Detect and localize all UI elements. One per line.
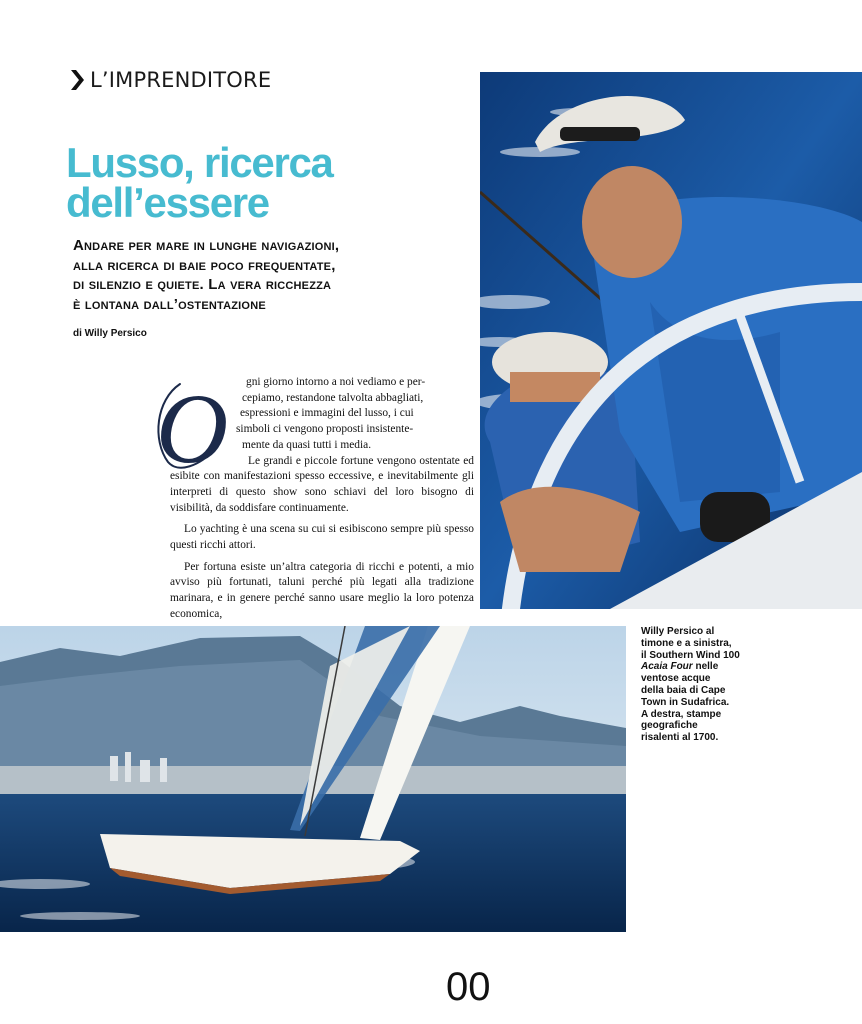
body-paragraph-2: Lo yachting è una scena su cui si esibiscono sempre più spesso questi ricchi attori. [170, 523, 474, 552]
chevron-right-icon [70, 69, 84, 91]
caption-line: il Southern Wind 100 [641, 649, 740, 661]
body-line: gni giorno intorno a noi vediamo e per- [246, 376, 426, 388]
caption-line: geografiche [641, 720, 698, 732]
caption-line: A destra, stampe [641, 708, 722, 720]
photo-sailboat-cape-town [0, 626, 626, 932]
drop-cap-letter: O [156, 378, 229, 470]
section-label: L’IMPRENDITORE [90, 68, 272, 92]
photo-helmsman [480, 72, 862, 609]
caption-line: della baia di Cape [641, 684, 726, 696]
body-line: espressioni e immagini del lusso, i cui [240, 407, 414, 420]
photo-caption [641, 626, 761, 744]
caption-line [641, 661, 761, 673]
caption-line: ventose acque [641, 673, 711, 685]
body-line: simboli ci vengono proposti insistente- [236, 423, 414, 436]
byline: di Willy Persico [73, 328, 147, 339]
subtitle-line-2: alla ricerca di baie poco frequentate, [73, 256, 336, 274]
caption-line: risalenti al 1700. [641, 732, 719, 744]
article-body [170, 375, 474, 623]
caption-line: Town in Sudafrica. [641, 696, 730, 708]
caption-boat-name: Acaia Four [641, 661, 693, 673]
article-title [66, 139, 333, 226]
subtitle-line-3: di silenzio e quiete. La vera ricchezza [73, 276, 332, 293]
body-paragraph-3: Per fortuna esiste un’altra categoria di ricchi e potenti, a mio avviso più fortunati, taluni perché più legati alla tradizione marinara, e in genere perché sanno usare meglio la loro potenza economica, [170, 560, 474, 620]
subtitle-line-4: è lontana dall’ostentazione [73, 295, 266, 313]
body-paragraph-1: Le grandi e piccole fortune vengono ostentate ed esibite con manifestazioni spesso eccessive, e inevitabilmente gli interpreti di questo show sono schiavi del loro bisogno di visibilità, da soddisfare continuamente. [170, 454, 474, 514]
caption-line: timone e a sinistra, [641, 637, 732, 649]
body-line: cepiamo, restandone talvolta abbagliati, [242, 391, 424, 404]
body-line: mente da quasi tutti i media. [242, 438, 372, 451]
page-number: 00 [446, 965, 491, 1009]
section-header [70, 68, 271, 92]
title-line-2: dell’essere [66, 179, 269, 226]
article-subtitle [73, 236, 443, 314]
subtitle-line-1: Andare per mare in lunghe navigazioni, [73, 237, 340, 254]
caption-line: Willy Persico al [641, 626, 715, 637]
caption-line-rest: nelle [692, 661, 719, 673]
title-line-1: Lusso, ricerca [66, 139, 333, 186]
